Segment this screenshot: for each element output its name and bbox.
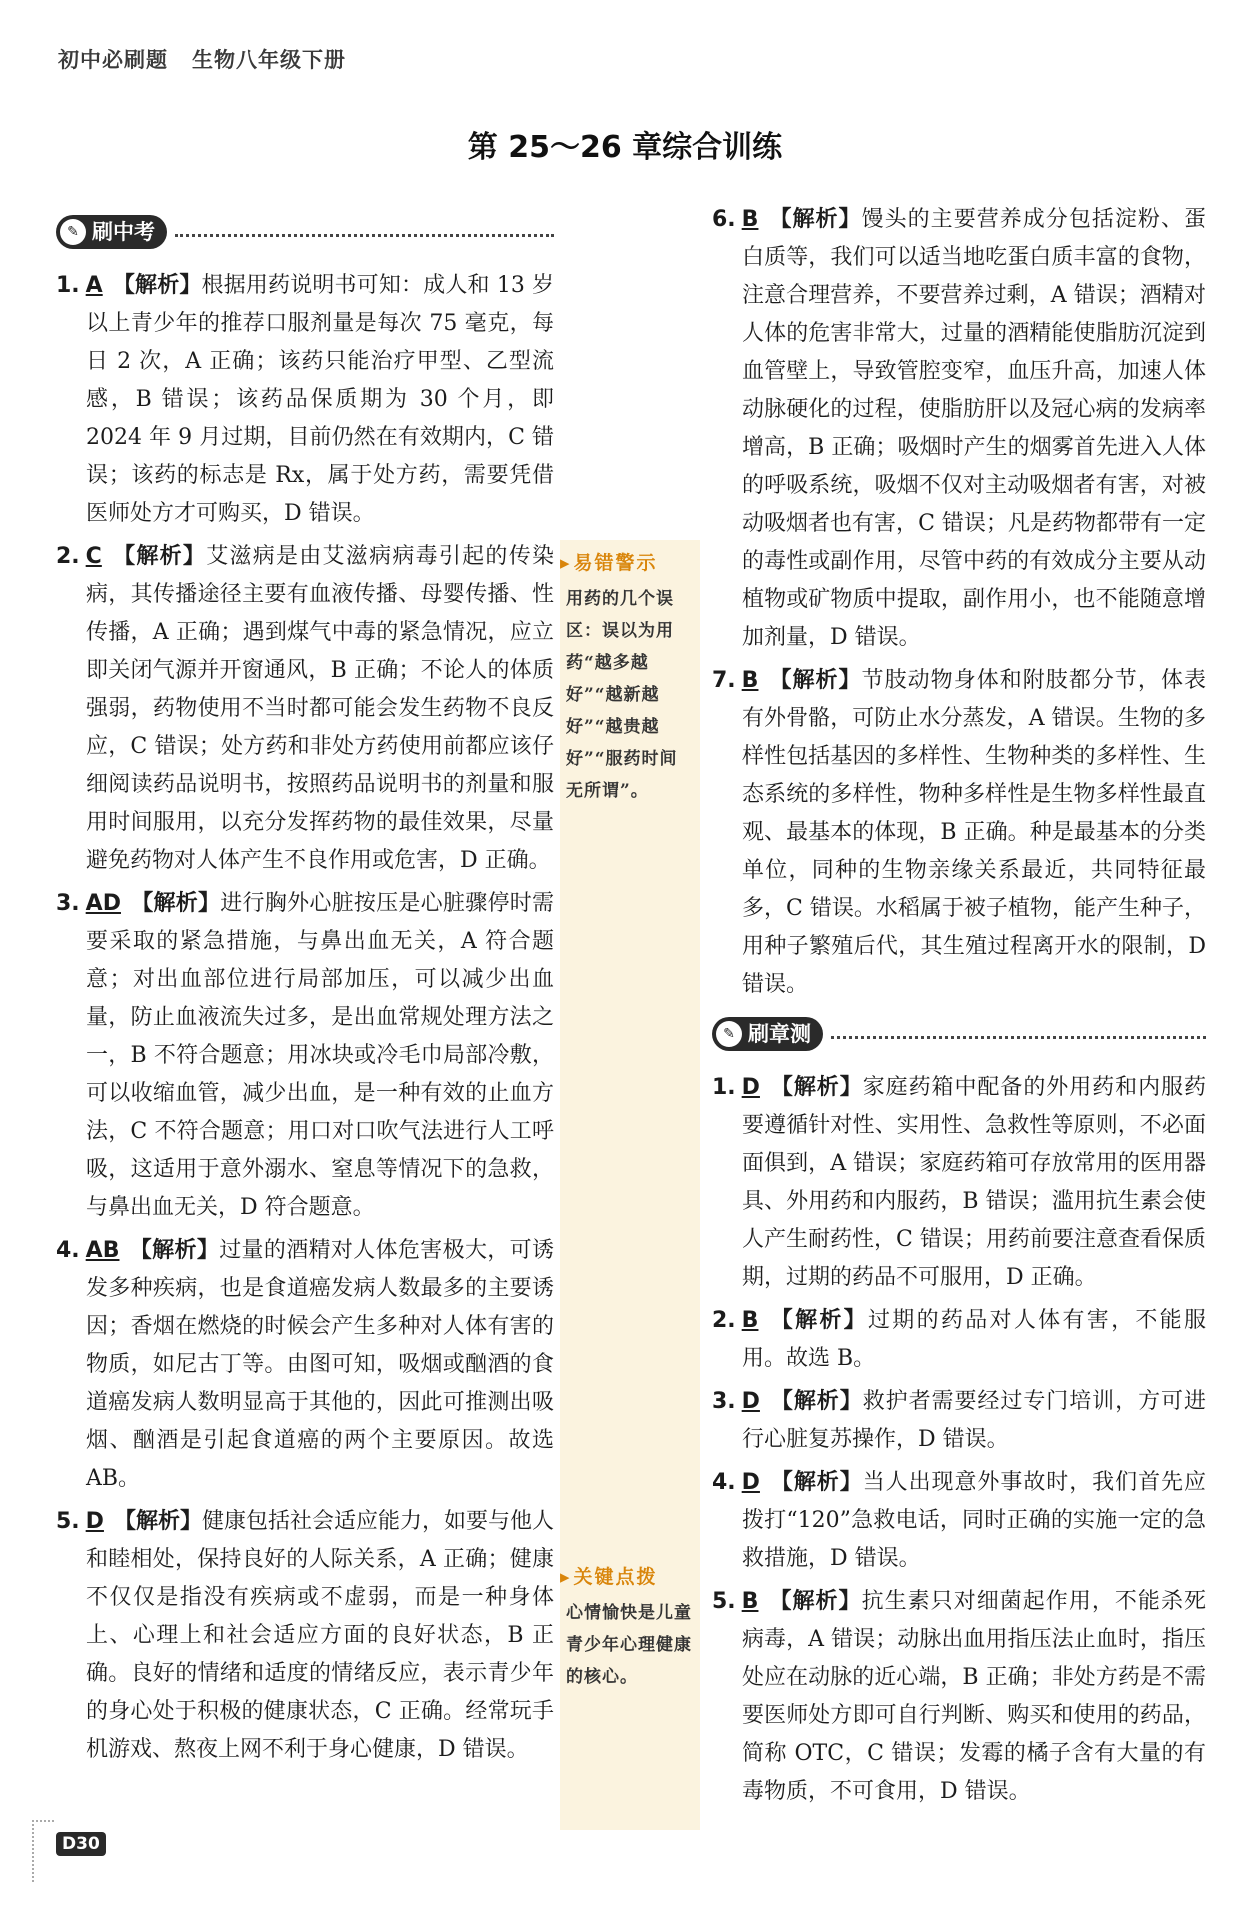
answer-text: 过量的酒精对人体危害极大，可诱发多种疾病，也是食道癌发病人数最多的主要诱因；香烟在燃烧的时候会产生多种对人体有害的物质，如尼古丁等。由图可知，吸烟或酗酒的食道癌发病人数明显高于其他的，因此可推测出吸烟、酗酒是引起食道癌的两个主要原因。故选 AB。 <box>86 1238 554 1491</box>
answer-ans: D <box>741 1075 760 1100</box>
left-column <box>56 212 554 1773</box>
answer-text: 健康包括社会适应能力，如要与他人和睦相处，保持良好的人际关系，A 正确；健康不仅仅是指没有疾病或不虚弱，而是一种身体上、心理上和社会适应方面的良好状态，B 正确。良好的情绪和适度的情绪反应，表示青少年的身心处于积极的健康状态，C 正确。经常玩手机游戏、熬夜上网不利于身心健康，D 错误。 <box>86 1509 554 1762</box>
section-title: 刷中考 <box>92 220 155 244</box>
section-badge <box>56 215 167 249</box>
sidebar-note-1-text: 用药的几个误区：误以为用药“越多越好”“越新越好”“越贵越好”“服药时间无所谓”。 <box>566 589 678 801</box>
answer-text: 抗生素只对细菌起作用，不能杀死病毒，A 错误；动脉出血用指压法止血时，指压处应在动脉的近心端，B 正确；非处方药是不需要医师处方即可自行判断、购买和使用的药品，简称 OTC，C 错误；发霉的橘子含有大量的有毒物质，不可食用，D 错误。 <box>742 1589 1206 1804</box>
book-name: 初中必刷题 <box>58 48 168 72</box>
answer-text: 节肢动物身体和附肢都分节，体表有外骨骼，可防止水分蒸发，A 错误。生物的多样性包括基因的多样性、生物种类的多样性、生态系统的多样性，物种多样性是生物多样性最直观、最基本的体现，B 正确。种是最基本的分类单位，同种的生物亲缘关系最近，共同特征最多，C 错误。水稻属于被子植物，能产生种子，用种子繁殖后代，其生殖过程离开水的限制，D 错误。 <box>742 668 1206 997</box>
right-column <box>712 200 1206 1815</box>
answer-tag: 【解析】 <box>769 1074 863 1100</box>
answer-tag: 【解析】 <box>129 1237 220 1263</box>
answer-item <box>712 1301 1206 1378</box>
answer-item <box>56 266 554 533</box>
answer-tag: 【解析】 <box>768 1588 862 1614</box>
section-header-zhongkao <box>56 212 554 252</box>
answer-num: 7. <box>712 668 736 693</box>
answer-tag: 【解析】 <box>768 206 862 232</box>
pen-icon: ✎ <box>60 219 86 245</box>
answer-list <box>56 266 554 1769</box>
book-header <box>58 44 346 74</box>
section-title: 刷章测 <box>748 1022 811 1046</box>
answer-ans: A <box>85 273 103 298</box>
answer-tag: 【解析】 <box>768 1307 868 1333</box>
answer-num: 3. <box>56 891 80 916</box>
answer-tag: 【解析】 <box>768 667 862 693</box>
answer-item <box>56 1231 554 1498</box>
answer-item <box>56 1502 554 1769</box>
answer-ans: AD <box>85 891 121 916</box>
pen-icon: ✎ <box>716 1021 742 1047</box>
answer-text: 过期的药品对人体有害，不能服用。故选 B。 <box>742 1308 1206 1371</box>
section-header-zhangce <box>712 1014 1206 1054</box>
answer-item <box>56 884 554 1227</box>
answer-ans: AB <box>85 1238 120 1263</box>
sidebar-note-2-head: ▸ 关键点拨 <box>560 1562 700 1589</box>
answer-tag: 【解析】 <box>130 890 221 916</box>
answer-item <box>712 1382 1206 1459</box>
answer-ans: D <box>741 1389 760 1414</box>
answer-ans: D <box>741 1470 760 1495</box>
answer-num: 3. <box>712 1389 736 1414</box>
answer-item <box>56 537 554 880</box>
answer-item <box>712 200 1206 657</box>
subject-name: 生物八年级下册 <box>192 48 346 72</box>
answer-num: 6. <box>712 207 736 232</box>
answer-text: 进行胸外心脏按压是心脏骤停时需要采取的紧急措施，与鼻出血无关，A 符合题意；对出血部位进行局部加压，可以减少出血量，防止血液流失过多，是出血常规处理方法之一，B 不符合题意；用冰块或冷毛巾局部冷敷，可以收缩血管，减少出血，是一种有效的止血方法，C 不符合题意；用口对口吹气法进行人工呼吸，这适用于意外溺水、窒息等情况下的急救，与鼻出血无关，D 符合题意。 <box>86 891 554 1220</box>
answer-num: 5. <box>712 1589 736 1614</box>
answer-text: 当人出现意外事故时，我们首先应拨打“120”急救电话，同时正确的实施一定的急救措施，D 错误。 <box>742 1470 1206 1571</box>
answer-num: 1. <box>712 1075 736 1100</box>
answer-tag: 【解析】 <box>769 1388 863 1414</box>
answer-tag: 【解析】 <box>112 272 202 298</box>
page-title: 第 25～26 章综合训练 <box>467 130 783 165</box>
answer-item <box>712 1068 1206 1297</box>
answer-text: 救护者需要经过专门培训，方可进行心脏复苏操作，D 错误。 <box>742 1389 1206 1452</box>
answer-ans: B <box>741 668 759 693</box>
answer-ans: D <box>85 1509 104 1534</box>
answer-list <box>712 200 1206 1004</box>
answer-item <box>712 1463 1206 1578</box>
answer-num: 5. <box>56 1509 80 1534</box>
dotted-divider <box>175 234 554 237</box>
dotted-divider <box>831 1036 1206 1039</box>
answer-text: 根据用药说明书可知：成人和 13 岁以上青少年的推荐口服剂量是每次 75 毫克，每日 2 次，A 正确；该药只能治疗甲型、乙型流感，B 错误；该药品保质期为 30 个月，即 2024 年 9 月过期，目前仍然在有效期内，C 错误；该药的标志是 Rx，属于处方药，需要凭借医师处方才可购买，D 错误。 <box>86 273 554 526</box>
answer-text: 馒头的主要营养成分包括淀粉、蛋白质等，我们可以适当地吃蛋白质丰富的食物，注意合理营养，不要营养过剩，A 错误；酒精对人体的危害非常大，过量的酒精能使脂肪沉淀到血管壁上，导致管腔变窄，血压升高，加速人体动脉硬化的过程，使脂肪肝以及冠心病的发病率增高，B 正确；吸烟时产生的烟雾首先进入人体的呼吸系统，吸烟不仅对主动吸烟者有害，对被动吸烟者也有害，C 错误；凡是药物都带有一定的毒性或副作用，尽管中药的有效成分主要从动植物或矿物质中提取，副作用小，也不能随意增加剂量，D 错误。 <box>742 207 1206 650</box>
answer-ans: C <box>85 544 102 569</box>
answer-ans: B <box>741 1308 759 1333</box>
sidebar-note-2 <box>560 1562 700 1693</box>
answer-num: 4. <box>712 1470 736 1495</box>
sidebar-note-1 <box>560 548 700 807</box>
answer-ans: B <box>741 1589 759 1614</box>
sidebar-note-2-text: 心情愉快是儿童青少年心理健康的核心。 <box>566 1603 692 1687</box>
answer-num: 2. <box>712 1308 736 1333</box>
answer-text: 家庭药箱中配备的外用药和内服药要遵循针对性、实用性、急救性等原则，不必面面俱到，A 错误；家庭药箱可存放常用的医用器具、外用药和内服药，B 错误；滥用抗生素会使人产生耐药性，C 错误；用药前要注意查看保质期，过期的药品不可服用，D 正确。 <box>742 1075 1206 1290</box>
answer-num: 4. <box>56 1238 80 1263</box>
answer-tag: 【解析】 <box>769 1469 863 1495</box>
section-badge <box>712 1017 823 1051</box>
answer-text: 艾滋病是由艾滋病病毒引起的传染病，其传播途径主要有血液传播、母婴传播、性传播，A 正确；遇到煤气中毒的紧急情况，应立即关闭气源并开窗通风，B 正确；不论人的体质强弱，药物使用不当时都可能会发生药物不良反应，C 错误；处方药和非处方药使用前都应该仔细阅读药品说明书，按照药品说明书的剂量和服用时间服用，以充分发挥药物的最佳效果，尽量避免药物对人体产生不良作用或危害，D 正确。 <box>86 544 554 873</box>
sidebar-note-1-head: ▸ 易错警示 <box>560 548 700 575</box>
answer-num: 1. <box>56 273 80 298</box>
answer-item <box>712 1582 1206 1811</box>
answer-ans: B <box>741 207 759 232</box>
answer-tag: 【解析】 <box>111 543 207 569</box>
answer-list <box>712 1068 1206 1811</box>
answer-item <box>712 661 1206 1004</box>
page-corner-mark <box>32 1820 54 1882</box>
page-number: D30 <box>56 1832 106 1856</box>
answer-num: 2. <box>56 544 80 569</box>
answer-tag: 【解析】 <box>113 1508 202 1534</box>
